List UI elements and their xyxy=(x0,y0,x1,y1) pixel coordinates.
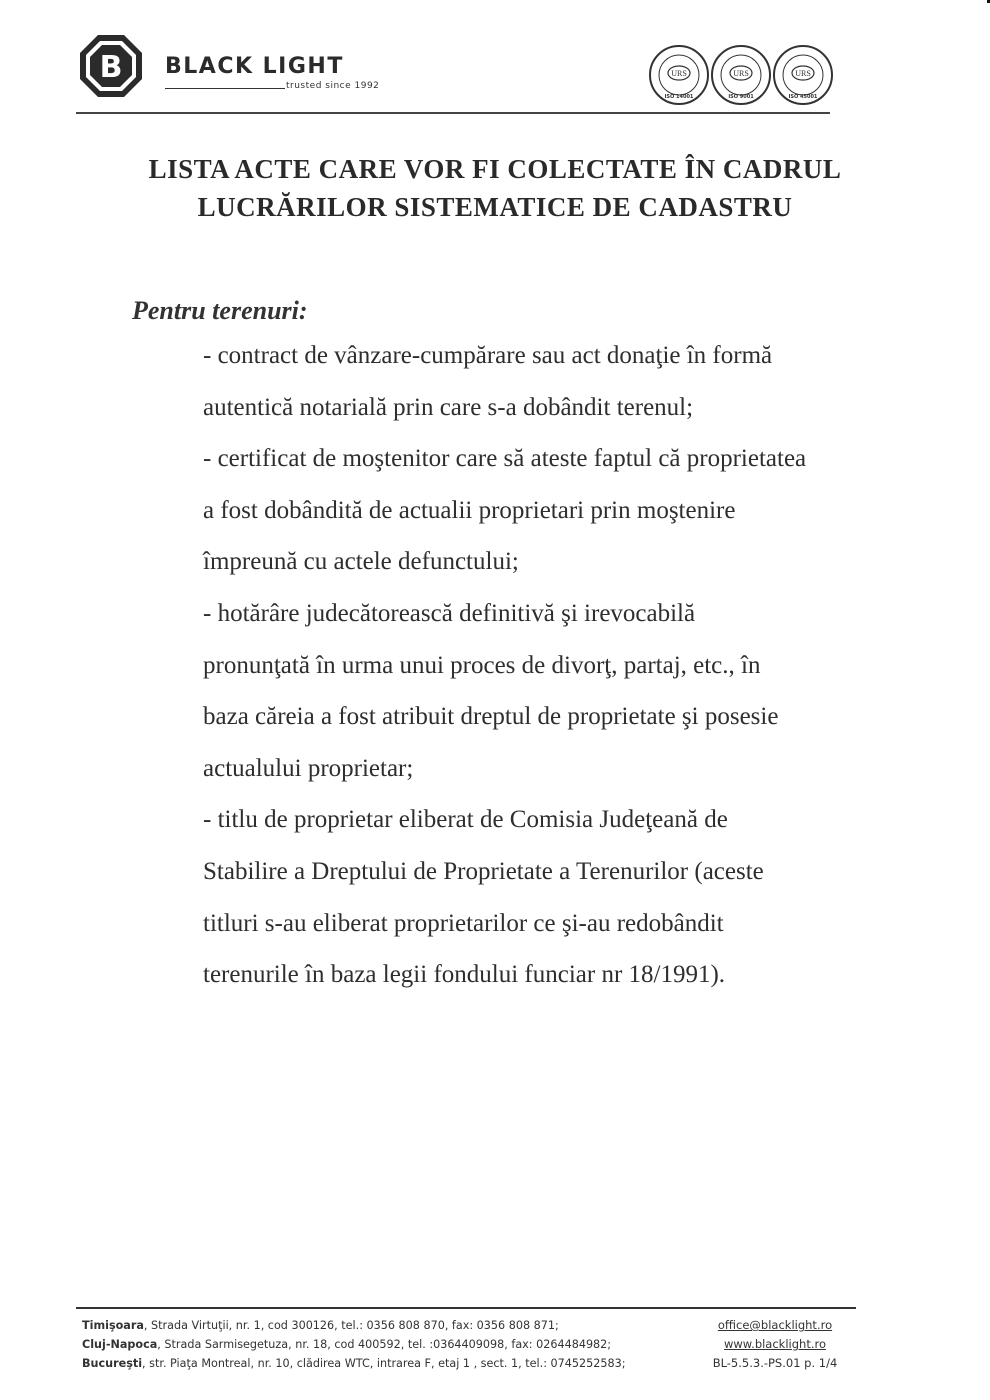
logo-letter: B xyxy=(99,50,123,85)
list-line: - contract de vânzare-cumpărare sau act donaţie în formă xyxy=(203,342,773,369)
tagline: trusted since 1992 xyxy=(286,81,380,91)
seal-iso-14001-icon xyxy=(650,46,708,104)
footer-divider xyxy=(76,1307,856,1309)
office-line xyxy=(82,1316,625,1335)
seal-2-standard: ISO 9001 xyxy=(728,94,754,100)
list-line: - titlu de proprietar eliberat de Comisia Judeţeană de xyxy=(203,806,728,834)
office-city: Timişoara xyxy=(82,1319,144,1332)
seal-3-body: URS xyxy=(795,69,811,78)
document-title xyxy=(60,150,930,226)
footer-contact xyxy=(690,1316,860,1373)
seal-2-body: URS xyxy=(733,69,749,78)
email-link[interactable]: office@blacklight.ro xyxy=(717,1318,833,1332)
office-line xyxy=(82,1335,625,1354)
office-city: Bucureşti xyxy=(82,1357,143,1370)
document-list xyxy=(203,330,943,1001)
seal-iso-45001-icon xyxy=(774,46,832,104)
office-city: Cluj-Napoca xyxy=(82,1338,158,1351)
seal-1-body: URS xyxy=(671,69,687,78)
list-line: actualului proprietar; xyxy=(203,754,414,782)
brand-name: BLACK LIGHT xyxy=(165,54,344,79)
office-details: , str. Piaţa Montreal, nr. 10, clădirea WTC, intrarea F, etaj 1 , sect. 1, tel.: 0745252583; xyxy=(142,1357,626,1370)
list-line: autentică notarială prin care s-a dobândit terenul; xyxy=(203,393,694,421)
website-link[interactable]: www.blacklight.ro xyxy=(724,1337,826,1351)
list-line: terenurile în baza legii fondului funciar nr 18/1991). xyxy=(203,961,726,989)
tagline-rule xyxy=(165,88,285,89)
seal-3-standard: ISO 45001 xyxy=(788,94,818,100)
document-reference: BL-5.5.3.-PS.01 p. 1/4 xyxy=(712,1356,838,1370)
list-line: - certificat de moştenitor care să ateste faptul că proprietatea xyxy=(203,445,807,473)
title-line-1: LISTA ACTE CARE VOR FI COLECTATE ÎN CADRUL xyxy=(148,154,842,184)
header-divider xyxy=(76,112,830,114)
list-line: - hotărâre judecătorească definitivă şi irevocabilă xyxy=(203,599,696,627)
footer-offices xyxy=(82,1316,625,1373)
seal-iso-9001-icon xyxy=(712,46,770,104)
certification-seals xyxy=(648,42,834,108)
section-heading: Pentru terenuri: xyxy=(132,296,308,325)
list-line: împreună cu actele defunctului; xyxy=(203,548,519,576)
office-line xyxy=(82,1354,625,1373)
black-light-logo-icon xyxy=(78,33,144,99)
list-line: titluri s-au eliberat proprietarilor ce şi-au redobândit xyxy=(203,909,724,937)
office-details: , Strada Virtuţii, nr. 1, cod 300126, tel.: 0356 808 870, fax: 0356 808 871; xyxy=(143,1319,559,1332)
list-line: Stabilire a Dreptului de Proprietate a Terenurilor (aceste xyxy=(203,857,764,885)
title-line-2: LUCRĂRILOR SISTEMATICE DE CADASTRU xyxy=(197,192,793,222)
seal-1-standard: ISO 14001 xyxy=(664,94,694,100)
list-line: baza căreia a fost atribuit dreptul de proprietate şi posesie xyxy=(203,703,779,731)
office-details: , Strada Sarmisegetuza, nr. 18, cod 400592, tel. :0364409098, fax: 0264484982; xyxy=(157,1338,612,1351)
list-line: pronunţată în urma unui proces de divorţ, partaj, etc., în xyxy=(203,651,761,679)
list-line: a fost dobândită de actualii proprietari prin moştenire xyxy=(203,496,736,524)
